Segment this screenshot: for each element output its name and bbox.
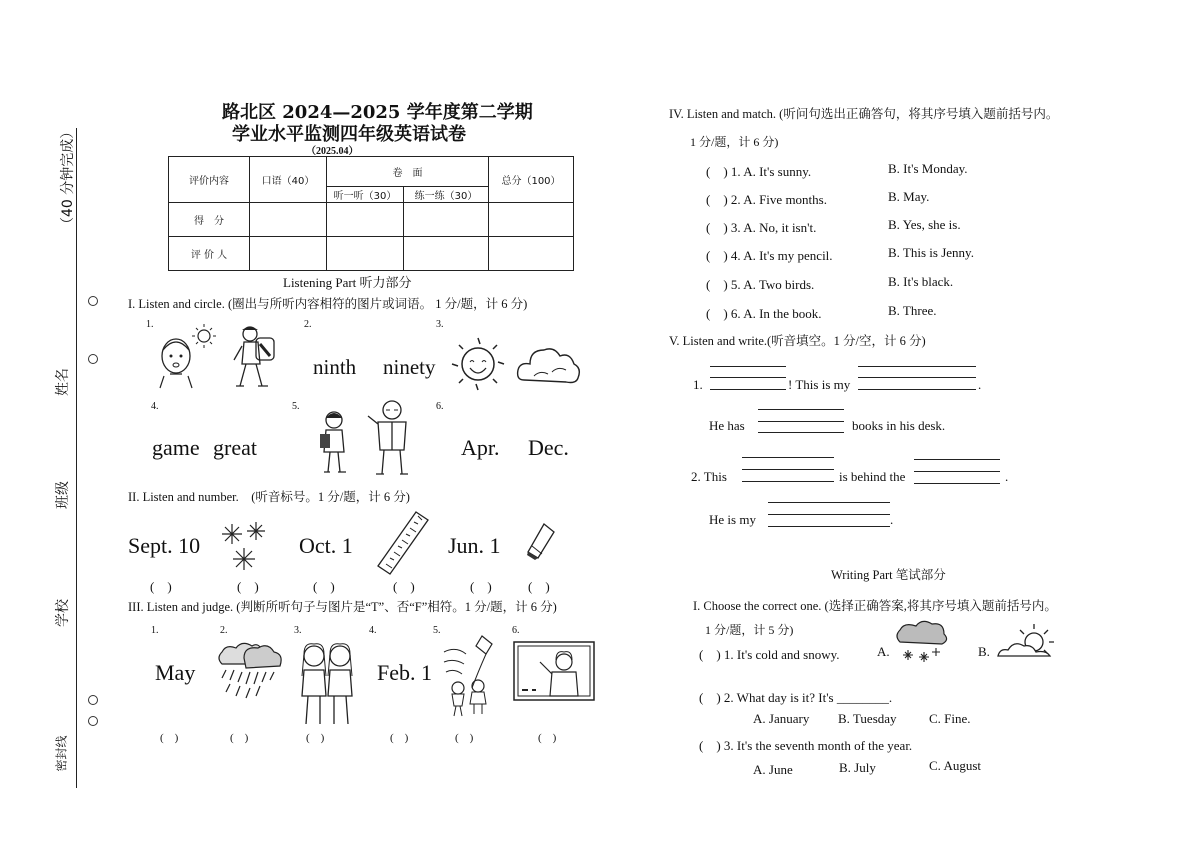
writing-part-title: Writing Part 笔试部分 (831, 568, 946, 582)
answer-bracket[interactable]: ( ) (470, 579, 492, 594)
table-cell (489, 237, 574, 271)
write-line-2-text2: books in his desk. (852, 418, 946, 433)
table-header-content: 评价内容 (169, 157, 250, 203)
q-number: 5. (433, 625, 441, 636)
time-note: （40 分钟完成） (60, 124, 76, 231)
date-option: Sept. 10 (128, 533, 201, 558)
word-option: great (213, 435, 257, 460)
writing-blank[interactable] (758, 432, 844, 433)
listening-part-title: Listening Part 听力部分 (283, 275, 412, 290)
date-option: Jun. 1 (448, 533, 501, 558)
choice-option[interactable]: A. June (753, 762, 793, 777)
match-question-6[interactable]: ( ) 6. A. In the book. (706, 306, 822, 321)
write-line-1-end: . (978, 377, 982, 392)
choice-question-2[interactable]: ( ) 2. What day is it? It's ________. (699, 690, 893, 705)
match-option-b-2: B. May. (888, 189, 930, 204)
choice-option[interactable]: B. July (839, 760, 876, 775)
writing-part1-heading: I. Choose the correct one. (选择正确答案,将其序号填入题前括号内。 (693, 599, 1057, 613)
match-question-2[interactable]: ( ) 2. A. Five months. (706, 192, 827, 207)
answer-bracket[interactable]: ( ) (538, 732, 557, 744)
answer-bracket[interactable]: ( ) (393, 579, 415, 594)
binding-line (76, 128, 77, 788)
write-line-2-text: He has (709, 418, 745, 433)
table-header-practice: 练一练（30） (404, 187, 489, 203)
match-option-b-1: B. It's Monday. (888, 161, 968, 176)
match-option-b-4: B. This is Jenny. (888, 245, 974, 260)
date-option: Oct. 1 (299, 533, 353, 558)
snow-cloud-icon (894, 618, 950, 668)
two-girls-illustration (296, 640, 358, 726)
choice-question-1[interactable]: ( ) 1. It's cold and snowy. (699, 647, 840, 662)
writing-blank[interactable] (710, 366, 786, 367)
table-header-oral: 口语（40） (250, 157, 327, 203)
eraser-icon (526, 522, 556, 562)
answer-bracket[interactable]: ( ) (455, 732, 474, 744)
part5-heading: V. Listen and write.(听音填空。1 分/空，计 6 分) (669, 334, 926, 348)
choice-option[interactable]: C. August (929, 758, 982, 773)
write-line-3-text2: is behind the (839, 469, 906, 484)
exam-title-line1: 路北区 2024—2025 学年度第二学期 (222, 102, 533, 123)
word-option: Apr. (461, 435, 500, 460)
writing-blank[interactable] (710, 377, 786, 378)
table-cell (250, 237, 327, 271)
writing-blank[interactable] (858, 366, 976, 367)
date-text: Feb. 1 (377, 660, 432, 685)
writing-blank[interactable] (742, 481, 834, 482)
table-row-rater-label: 评 价 人 (169, 237, 250, 271)
writing-blank[interactable] (758, 409, 844, 410)
seal-line-label: 密封线 (54, 735, 69, 772)
name-label: 姓名 (55, 368, 71, 396)
part3-heading: III. Listen and judge. (判断所听句子与图片是“T”、否“F”相符。1 分/题，计 6 分) (128, 600, 557, 614)
write-line-1-num: 1. (693, 377, 703, 392)
match-option-b-6: B. Three. (888, 303, 937, 318)
q-number: 3. (294, 625, 302, 636)
choice-question-3[interactable]: ( ) 3. It's the seventh month of the year. (699, 738, 913, 753)
binding-hole (88, 296, 98, 306)
write-line-4-end: . (890, 512, 894, 527)
teacher-illustration (366, 398, 416, 478)
binding-hole (88, 354, 98, 364)
q-number: 4. (369, 625, 377, 636)
cloud-icon (516, 340, 582, 390)
writing-blank[interactable] (858, 389, 976, 390)
writing-blank[interactable] (858, 377, 976, 378)
q-number: 2. (220, 625, 228, 636)
student-illustration (316, 408, 354, 478)
answer-bracket[interactable]: ( ) (230, 732, 249, 744)
smiling-sun-icon (450, 336, 510, 394)
match-question-4[interactable]: ( ) 4. A. It's my pencil. (706, 248, 833, 263)
q-number: 1. (146, 319, 154, 330)
part1-heading: I. Listen and circle. (圈出与所听内容相符的图片或词语。 1 分/题，计 6 分) (128, 297, 528, 311)
table-cell (404, 203, 489, 237)
teacher-at-board-illustration (512, 640, 596, 704)
exam-date: （2025.04） (306, 146, 359, 157)
match-question-5[interactable]: ( ) 5. A. Two birds. (706, 277, 815, 292)
table-cell (404, 237, 489, 271)
q-number: 4. (151, 401, 159, 412)
score-table (168, 156, 574, 271)
q-number: 6. (436, 401, 444, 412)
q-number: 5. (292, 401, 300, 412)
month-text: May (155, 660, 196, 685)
snowflakes-icon (218, 518, 272, 574)
choice-option[interactable]: C. Fine. (929, 711, 971, 726)
choice-option-b[interactable]: B. (978, 644, 990, 659)
table-row-score-label: 得 分 (169, 203, 250, 237)
writing-blank[interactable] (758, 421, 844, 422)
table-cell (327, 203, 404, 237)
word-option: ninety (383, 355, 436, 379)
binding-hole (88, 716, 98, 726)
answer-bracket[interactable]: ( ) (306, 732, 325, 744)
part4-heading: IV. Listen and match. (听问句选出正确答句，将其序号填入题前括号内。 (669, 107, 1059, 121)
sun-behind-cloud-icon (996, 622, 1058, 662)
answer-bracket[interactable]: ( ) (313, 579, 335, 594)
ruler-icon (376, 510, 432, 576)
word-option: ninth (313, 355, 357, 379)
writing-blank[interactable] (742, 457, 834, 458)
part4-score: 1 分/题，计 6 分) (690, 135, 779, 149)
answer-bracket[interactable]: ( ) (160, 732, 179, 744)
kids-kite-wind-illustration (442, 632, 500, 718)
q-number: 3. (436, 319, 444, 330)
table-header-paper: 卷 面 (327, 157, 489, 187)
q-number: 6. (512, 625, 520, 636)
table-cell (489, 203, 574, 237)
match-option-b-3: B. Yes, she is. (888, 217, 961, 232)
match-question-1[interactable]: ( ) 1. A. It's sunny. (706, 164, 812, 179)
hiker-illustration (228, 324, 286, 390)
answer-bracket[interactable]: ( ) (237, 579, 259, 594)
write-line-1-text: ! This is my (788, 377, 851, 392)
table-header-total: 总分（100） (489, 157, 574, 203)
choice-option-a[interactable]: A. (877, 644, 890, 659)
table-header-listen: 听一听（30） (327, 187, 404, 203)
writing-blank[interactable] (768, 514, 890, 515)
table-cell (327, 237, 404, 271)
writing-blank[interactable] (742, 469, 834, 470)
writing-blank[interactable] (768, 526, 890, 527)
choice-option[interactable]: B. Tuesday (838, 711, 897, 726)
writing-blank[interactable] (914, 483, 1000, 484)
table-cell (250, 203, 327, 237)
answer-bracket[interactable]: ( ) (390, 732, 409, 744)
binding-hole (88, 695, 98, 705)
word-option: Dec. (528, 435, 569, 460)
match-question-3[interactable]: ( ) 3. A. No, it isn't. (706, 220, 817, 235)
writing-blank[interactable] (710, 389, 786, 390)
write-line-3-end: . (1005, 469, 1009, 484)
write-line-3-text: 2. This (691, 469, 727, 484)
class-label: 班级 (55, 481, 71, 509)
exam-title-line2: 学业水平监测四年级英语试卷 (232, 124, 466, 145)
word-option: game (152, 435, 200, 460)
q-number: 1. (151, 625, 159, 636)
answer-bracket[interactable]: ( ) (150, 579, 172, 594)
part2-heading: II. Listen and number. (听音标号。1 分/题，计 6 分) (128, 490, 410, 504)
answer-bracket[interactable]: ( ) (528, 579, 550, 594)
choice-option[interactable]: A. January (753, 711, 810, 726)
write-line-4-text: He is my (709, 512, 756, 527)
match-option-b-5: B. It's black. (888, 274, 954, 289)
q-number: 2. (304, 319, 312, 330)
writing-part1-score: 1 分/题，计 5 分) (705, 623, 794, 637)
writing-blank[interactable] (914, 471, 1000, 472)
writing-blank[interactable] (914, 459, 1000, 460)
school-label: 学校 (55, 599, 71, 627)
writing-blank[interactable] (768, 502, 890, 503)
rain-clouds-icon (216, 638, 284, 700)
sick-person-illustration (156, 322, 220, 390)
